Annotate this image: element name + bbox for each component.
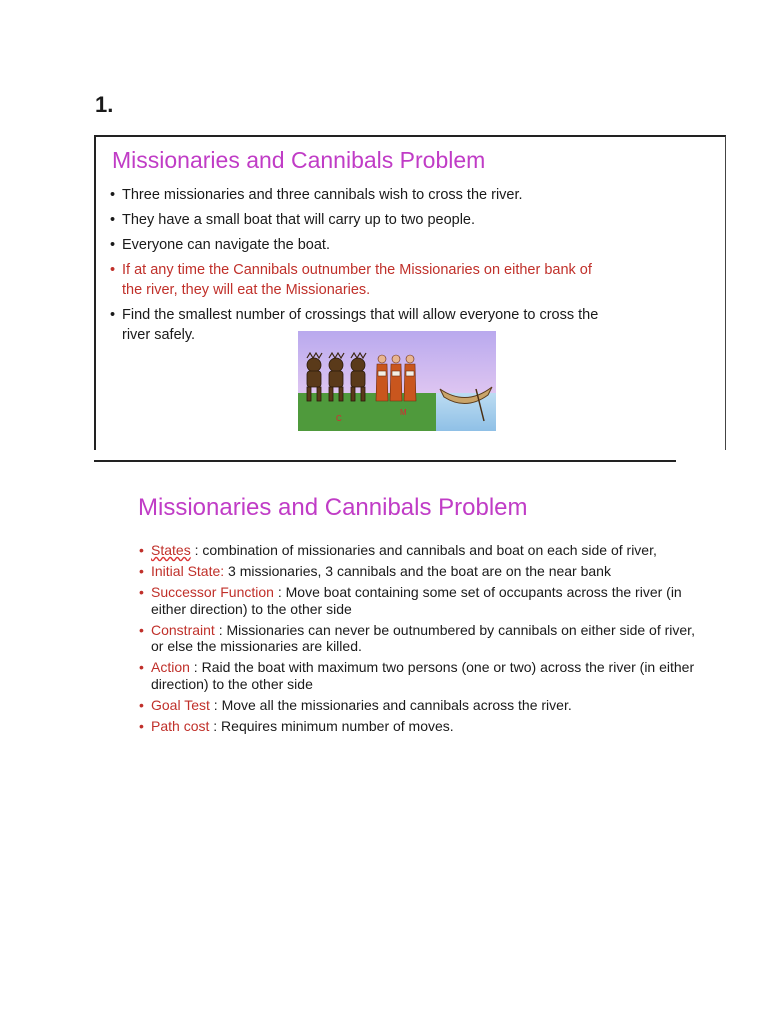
slide-divider <box>94 460 676 462</box>
term-separator: : <box>209 717 222 734</box>
slide-title: Missionaries and Cannibals Problem <box>112 147 486 173</box>
slide-title: Missionaries and Cannibals Problem <box>138 494 528 521</box>
term-label: Initial State: <box>151 563 225 579</box>
term-separator: : <box>273 584 286 600</box>
term-label: Path cost <box>151 717 210 734</box>
term-separator: : <box>209 696 222 713</box>
term-separator: : <box>214 621 227 638</box>
missionaries-group <box>376 355 416 401</box>
term-description: combination of missionaries and cannibals and boat on each side of river, <box>202 542 657 558</box>
illustration-svg <box>298 331 496 431</box>
missionary-label: M <box>400 408 407 417</box>
cannibal-label: C <box>336 414 342 423</box>
term-description: Move all the missionaries and cannibals across the river. <box>221 696 572 713</box>
term-description: Requires minimum number of moves. <box>221 717 454 734</box>
river-crossing-illustration <box>298 331 496 431</box>
item-initial-state <box>138 563 698 580</box>
item-action <box>138 659 698 692</box>
item-goal-test <box>138 697 698 714</box>
term-description: Move boat containing some set of occupants across the river (in either direction) to the other side <box>151 584 682 617</box>
bullet-boat-capacity: • They have a small boat that will carry up to two people. <box>110 210 610 230</box>
item-states <box>138 542 698 559</box>
term-label: Goal Test <box>151 696 210 713</box>
term-label: Action <box>151 659 190 675</box>
term-separator: : <box>190 542 203 558</box>
term-label: Successor Function <box>151 584 274 600</box>
bullet-constraint: • If at any time the Cannibals outnumber the Missionaries on either bank of the river, they will eat the Missionaries. <box>110 260 610 300</box>
term-separator: : <box>189 659 202 675</box>
slide-problem-statement <box>94 135 726 450</box>
problem-bullets <box>110 185 610 350</box>
bullet-navigation: • Everyone can navigate the boat. <box>110 235 610 255</box>
item-constraint <box>138 622 698 655</box>
term-description: Missionaries can never be outnumbered by cannibals on either side of river, or else the missionaries are killed. <box>151 621 695 654</box>
bullet-goal: • Find the smallest number of crossings that will allow everyone to cross the river safely. <box>110 305 610 345</box>
term-label: States <box>151 542 191 558</box>
page-number: 1. <box>95 92 114 117</box>
bullet-missionaries-cannibals: • Three missionaries and three cannibals wish to cross the river. <box>110 185 610 205</box>
slide-problem-formulation <box>138 494 698 739</box>
formulation-list <box>138 542 698 734</box>
item-path-cost <box>138 718 698 735</box>
item-successor-function <box>138 584 698 617</box>
term-label: Constraint <box>151 621 215 638</box>
term-description: Raid the boat with maximum two persons (one or two) across the river (in either direction) to the other side <box>151 659 695 692</box>
term-description: 3 missionaries, 3 cannibals and the boat are on the near bank <box>228 563 611 579</box>
